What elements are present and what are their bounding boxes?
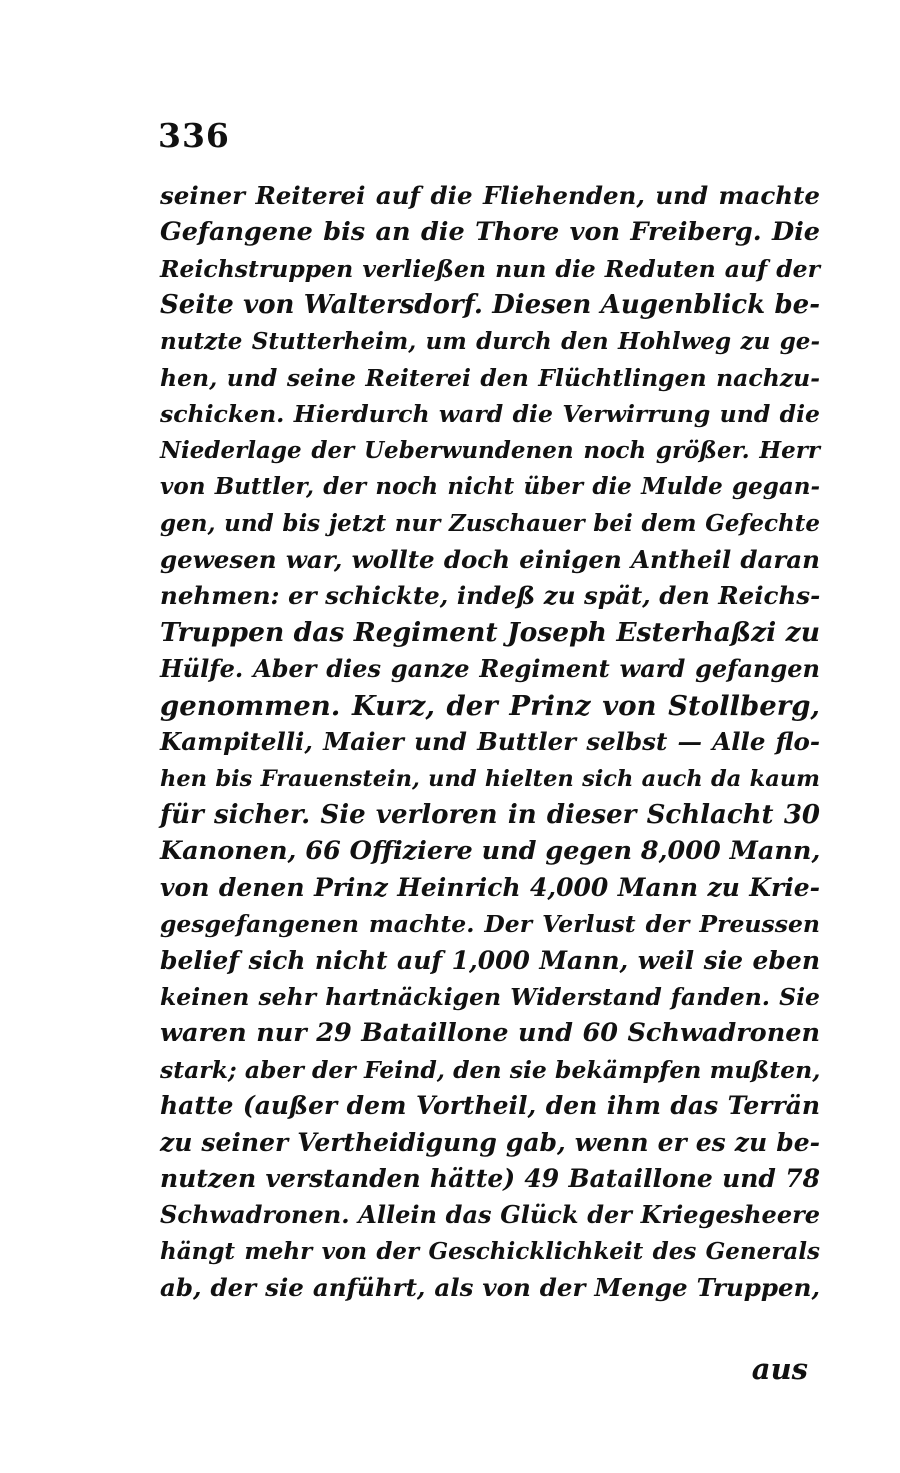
text-line: genommen. Kurz, der Prinz von Stollberg,: [160, 689, 820, 722]
text-line: von Buttler, der noch nicht über die Mulde gegan-: [160, 473, 820, 501]
text-line: hen bis Frauenstein, und hielten sich auch da kaum: [160, 765, 820, 792]
text-line: von denen Prinz Heinrich 4,000 Mann zu Krie-: [160, 872, 820, 902]
text-line: seiner Reiterei auf die Fliehenden, und machte: [160, 181, 820, 210]
text-line: nehmen: er schickte, indeß zu spät, den Reichs-: [160, 581, 821, 611]
text-line: Schwadronen. Allein das Glück der Kriegesheere: [160, 1200, 820, 1230]
text-line: für sicher. Sie verloren in dieser Schlacht 30: [160, 799, 820, 830]
body-text: [160, 178, 820, 1307]
text-line: Kampitelli, Maier und Buttler selbst — Alle flo-: [160, 727, 820, 757]
text-line: gewesen war, wollte doch einigen Antheil daran: [160, 545, 820, 575]
text-line: Seite von Waltersdorf. Diesen Augenblick be-: [160, 290, 820, 321]
text-line: waren nur 29 Bataillone und 60 Schwadronen: [160, 1018, 820, 1049]
text-line: belief sich nicht auf 1,000 Mann, weil sie eben: [160, 945, 820, 975]
text-line: nutzen verstanden hätte) 49 Bataillone und 78: [160, 1163, 820, 1193]
text-line: Niederlage der Ueberwundenen noch größer. Herr: [160, 436, 820, 464]
text-line: Hülfe. Aber dies ganze Regiment ward gefangen: [160, 654, 820, 684]
text-line: nutzte Stutterheim, um durch den Hohlweg zu ge-: [160, 327, 820, 355]
text-line: keinen sehr hartnäckigen Widerstand fanden. Sie: [160, 982, 820, 1011]
text-line: gesgefangenen machte. Der Verlust der Preussen: [160, 910, 820, 939]
text-line: gen, und bis jetzt nur Zuschauer bei dem Gefechte: [160, 509, 820, 537]
page-number: 336: [158, 116, 230, 155]
text-line: hängt mehr von der Geschicklichkeit des Generals: [160, 1237, 820, 1265]
catchword: aus: [751, 1352, 808, 1386]
text-line: hatte (außer dem Vortheil, den ihm das Terrän: [160, 1091, 820, 1121]
text-line: Gefangene bis an die Thore von Freiberg. Die: [160, 217, 820, 248]
text-line: stark; aber der Feind, den sie bekämpfen mußten,: [160, 1055, 821, 1084]
text-line: ab, der sie anführt, als von der Menge Truppen,: [160, 1273, 820, 1303]
text-line: Kanonen, 66 Offiziere und gegen 8,000 Mann,: [160, 836, 821, 867]
text-line: schicken. Hierdurch ward die Verwirrung und die: [160, 400, 820, 429]
text-line: Truppen das Regiment Joseph Esterhaßzi zu: [160, 616, 820, 648]
text-line: zu seiner Vertheidigung gab, wenn er es zu be-: [160, 1127, 820, 1157]
text-line: hen, und seine Reiterei den Flüchtlingen nachzu-: [160, 364, 820, 393]
text-line: Reichstruppen verließen nun die Reduten auf der: [160, 254, 820, 283]
